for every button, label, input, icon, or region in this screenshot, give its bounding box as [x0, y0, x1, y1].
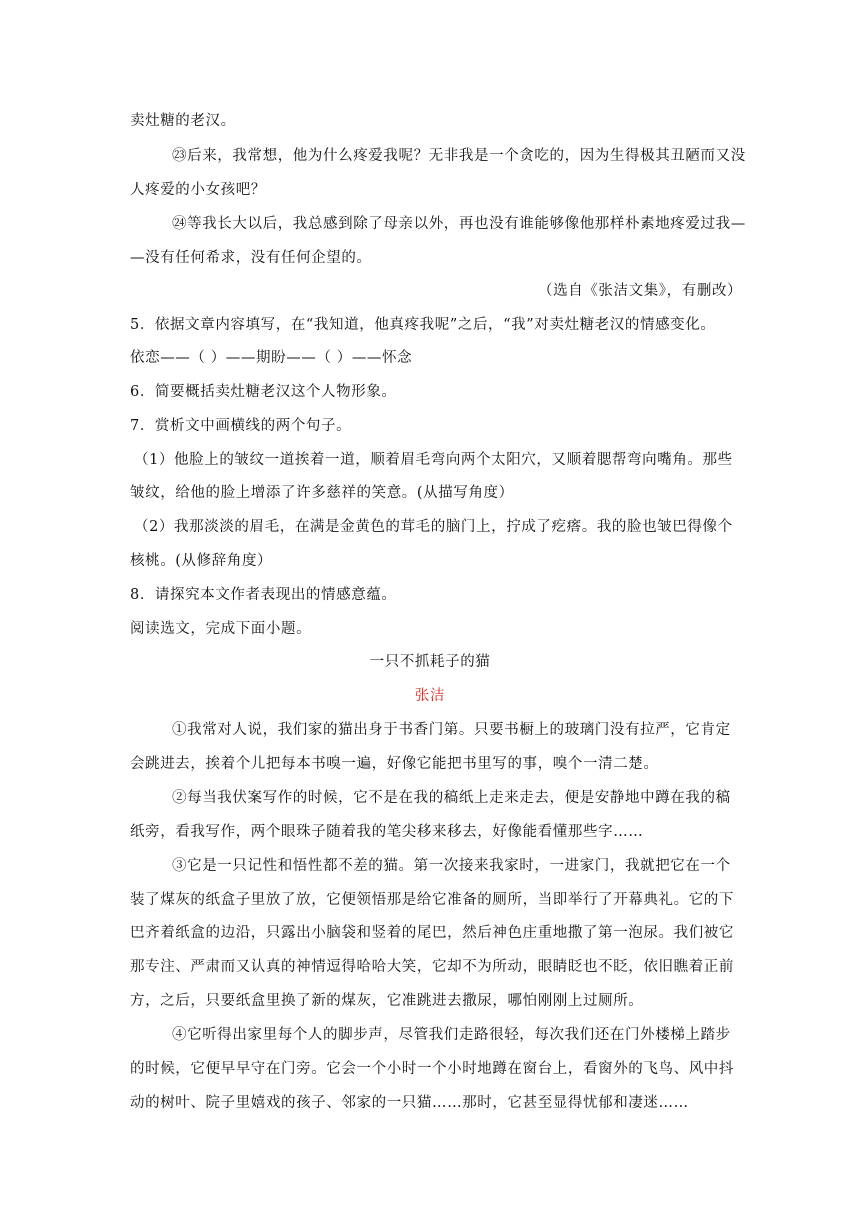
paragraph-24-line-1: ㉔等我长大以后，我总感到除了母亲以外，再也没有谁能够像他那样朴素地疼爱过我— [172, 216, 746, 232]
question-7-1-line-2: 皱纹，给他的脸上增添了许多慈祥的笑意。(从描写角度） [130, 485, 514, 501]
question-6: 6．简要概括卖灶糖老汉这个人物形象。 [130, 384, 397, 400]
article-author: 张洁 [414, 688, 446, 704]
paragraph-24-line-2: —没有任何希求，没有任何企望的。 [130, 250, 372, 266]
article-paragraph-3-line-4: 那专注、严肃而又认真的神情逗得哈哈大笑，它却不为所动，眼睛眨也不眨，依旧瞧着正前 [130, 959, 734, 975]
paragraph-23-line-1: ㉓后来，我常想，他为什么疼爱我呢？无非我是一个贪吃的，因为生得极其丑陋而又没 [172, 148, 746, 164]
paragraph-23-line-2: 人疼爱的小女孩吧？ [130, 182, 266, 198]
article-paragraph-3-line-3: 巴齐着纸盒的边沿，只露出小脑袋和竖着的尾巴，然后神色庄重地撒了第一泡尿。我们被它 [130, 925, 734, 941]
article-paragraph-4-line-1: ④它听得出家里每个人的脚步声，尽管我们走路很轻，每次我们还在门外楼梯上踏步 [172, 1027, 731, 1043]
question-8: 8．请探究本文作者表现出的情感意蕴。 [130, 587, 397, 603]
article-title: 一只不抓耗子的猫 [369, 654, 491, 670]
article-paragraph-3-line-5: 方，之后，只要纸盒里换了新的煤灰，它准跳进去撒尿，哪怕刚刚上过厕所。 [130, 993, 644, 1009]
article-paragraph-4-line-2: 的时候，它便早早守在门旁。它会一个小时一个小时地蹲在窗台上，看窗外的飞鸟、风中抖 [130, 1061, 734, 1077]
article-paragraph-2-line-1: ②每当我伏案写作的时候，它不是在我的稿纸上走来走去，便是安静地中蹲在我的稿 [172, 790, 731, 806]
paragraph-22-tail: 卖灶糖的老汉。 [130, 113, 236, 129]
question-7-2-line-2: 核桃。(从修辞角度） [130, 553, 273, 569]
source-citation: （选自《张洁文集》，有删改） [538, 283, 743, 299]
question-7: 7．赏析文中画横线的两个句子。 [130, 418, 352, 434]
article-paragraph-2-line-2: 纸旁，看我写作，两个眼珠子随着我的笔尖移来移去，好像能看懂那些字…… [130, 824, 644, 840]
question-7-1-line-1: （1）他脸上的皱纹一道挨着一道，顺着眉毛弯向两个太阳穴，又顺着腮帮弯向嘴角。那些 [134, 452, 733, 468]
article-paragraph-1-line-2: 会跳进去，挨着个儿把每本书嗅一遍，好像它能把书里写的事，嗅个一清二楚。 [130, 756, 659, 772]
article-paragraph-3-line-2: 装了煤灰的纸盒子里放了放，它便领悟那是给它准备的厕所，当即举行了开幕典礼。它的下 [130, 892, 734, 908]
article-paragraph-4-line-3: 动的树叶、院子里嬉戏的孩子、邻家的一只猫……那时，它甚至显得忧郁和凄迷…… [130, 1095, 689, 1111]
question-5-line-2: 依恋——（ ）——期盼——（ ）——怀念 [130, 350, 413, 366]
reading-instruction: 阅读选文，完成下面小题。 [130, 621, 312, 637]
question-5-line-1: 5．依据文章内容填写，在“我知道，他真疼我呢”之后，“我”对卖灶糖老汉的情感变化。 [130, 317, 716, 333]
question-7-2-line-1: （2）我那淡淡的眉毛，在满是金黄色的茸毛的脑门上，拧成了疙瘩。我的脸也皱巴得像个 [134, 519, 733, 535]
article-paragraph-3-line-1: ③它是一只记性和悟性都不差的猫。第一次接来我家时，一进家门，我就把它在一个 [172, 858, 731, 874]
article-paragraph-1-line-1: ①我常对人说，我们家的猫出身于书香门第。只要书橱上的玻璃门没有拉严，它肯定 [172, 722, 731, 738]
